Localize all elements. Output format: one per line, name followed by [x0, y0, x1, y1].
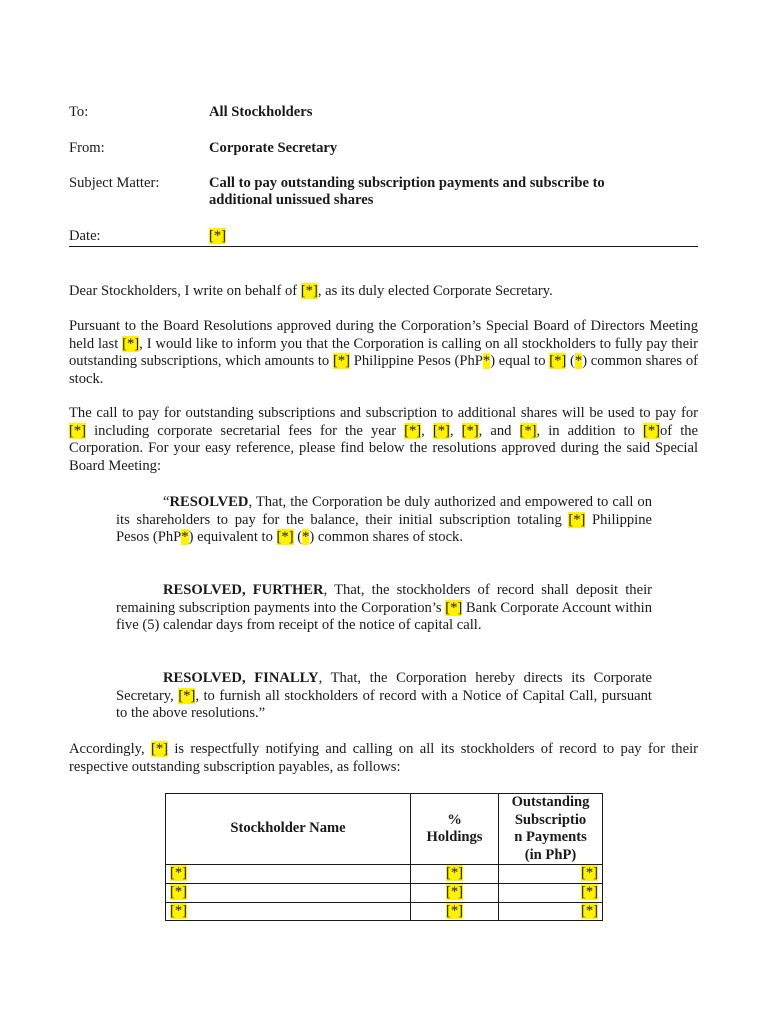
to-value: All Stockholders: [209, 104, 313, 120]
table-header-row: [166, 794, 603, 865]
cell-holdings: [*]: [411, 883, 499, 902]
placeholder: [*]: [332, 353, 351, 370]
resolution-2: RESOLVED, FURTHER, That, the stockholders of record shall deposit their remaining subscription payments into the Corporation’s [*] Bank Corporate Account within five (5) calendar days from receipt of the notice of capital call.: [116, 582, 652, 634]
placeholder: [*]: [178, 687, 196, 704]
placeholder: [*]: [549, 353, 567, 370]
date-label: Date:: [69, 228, 101, 244]
cell-holdings: [*]: [411, 865, 499, 884]
placeholder: [*]: [642, 422, 660, 439]
paragraph-pursuant: Pursuant to the Board Resolutions approved during the Corporation’s Special Board of Directors Meeting held last [*], I would like to inform you that the Corporation is calling on all stockholders to fully pay their outstanding subscriptions, which amounts to [*] Philippine Pesos (PhP*) equal to [*] (*) common shares of stock.: [69, 318, 698, 387]
cell-holdings: [*]: [411, 902, 499, 921]
placeholder: [*]: [209, 228, 227, 244]
header-holdings: % Holdings: [411, 794, 499, 865]
placeholder: [*]: [150, 741, 168, 757]
stockholders-table: [165, 793, 603, 921]
placeholder: [*]: [445, 599, 463, 616]
table-row: [166, 902, 603, 921]
placeholder: [*]: [276, 529, 294, 546]
placeholder: *: [574, 353, 583, 370]
placeholder: [*]: [300, 283, 318, 299]
to-label: To:: [69, 104, 89, 120]
from-value: Corporate Secretary: [209, 140, 338, 156]
placeholder: *: [482, 353, 491, 370]
cell-name: [*]: [166, 902, 411, 921]
table-row: [166, 865, 603, 884]
placeholder: [*]: [122, 335, 140, 352]
subject-line-2: additional unissued shares: [209, 192, 374, 208]
cell-outstanding: [*]: [499, 883, 603, 902]
placeholder: [*]: [461, 422, 479, 439]
placeholder: *: [181, 529, 189, 546]
placeholder: [*]: [404, 422, 422, 439]
cell-name: [*]: [166, 865, 411, 884]
subject-line-1: Call to pay outstanding subscription payments and subscribe to: [209, 175, 605, 191]
paragraph-greeting: Dear Stockholders, I write on behalf of [*], as its duly elected Corporate Secretary.: [69, 283, 553, 299]
resolution-1: “RESOLVED, That, the Corporation be duly authorized and empowered to call on its shareholders to pay for the balance, their initial subscription totaling [*] Philippine Pesos (PhP*) equivalent to [*] (*) common shares of stock.: [116, 494, 652, 546]
from-label: From:: [69, 140, 105, 156]
cell-outstanding: [*]: [499, 865, 603, 884]
table-row: [166, 883, 603, 902]
paragraph-call-to-pay: The call to pay for outstanding subscriptions and subscription to additional shares will be used to pay for [*] including corporate secretarial fees for the year [*], [*], [*], and [*], in addition to [*]of the Corporation. For your easy reference, please find below the resolutions approved during the said Special Board Meeting:: [69, 405, 699, 474]
placeholder: [*]: [69, 422, 87, 439]
placeholder: [*]: [432, 422, 450, 439]
placeholder: [*]: [568, 511, 586, 528]
subject-label: Subject Matter:: [69, 175, 160, 191]
header-outstanding: Outstanding Subscriptio n Payments (in PhP): [499, 794, 603, 865]
placeholder: [*]: [519, 422, 537, 439]
cell-outstanding: [*]: [499, 902, 603, 921]
cell-name: [*]: [166, 883, 411, 902]
header-stockholder-name: Stockholder Name: [166, 794, 411, 865]
memo-divider: [69, 246, 698, 247]
resolution-3: RESOLVED, FINALLY, That, the Corporation hereby directs its Corporate Secretary, [*], to furnish all stockholders of record with a Notice of Capital Call, pursuant to the above resolutions.”: [116, 670, 652, 722]
date-value: [209, 228, 226, 246]
paragraph-accordingly: Accordingly, [*] is respectfully notifying and calling on all its stockholders of record to pay for their respective outstanding subscription payables, as follows:: [69, 741, 699, 775]
placeholder: *: [302, 529, 310, 546]
